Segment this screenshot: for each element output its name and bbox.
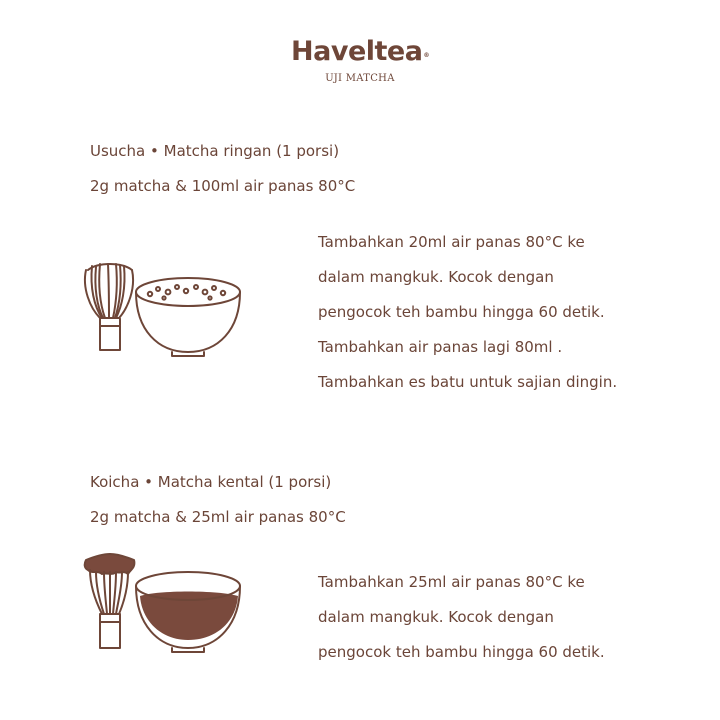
koicha-whisk-bowl-illustration [78, 552, 248, 656]
bowl-icon [136, 572, 240, 652]
usucha-step-line: Tambahkan air panas lagi 80ml . [318, 338, 563, 356]
koicha-step-line: dalam mangkuk. Kocok dengan [318, 608, 554, 626]
brand-subtitle: UJI MATCHA [325, 73, 395, 84]
brand-header [0, 36, 720, 86]
koicha-ingredients: 2g matcha & 25ml air panas 80°C [90, 508, 346, 526]
usucha-step-line: Tambahkan es batu untuk sajian dingin. [318, 373, 618, 391]
brand-logo [0, 36, 720, 72]
usucha-step-line: dalam mangkuk. Kocok dengan [318, 268, 554, 286]
bamboo-whisk-icon [85, 264, 133, 350]
usucha-whisk-bowl-illustration [78, 258, 248, 358]
usucha-step-line: Tambahkan 20ml air panas 80°C ke [318, 233, 585, 251]
usucha-title: Usucha • Matcha ringan (1 porsi) [90, 142, 340, 160]
registered-mark: ® [423, 52, 429, 59]
usucha-step-line: pengocok teh bambu hingga 60 detik. [318, 303, 605, 321]
usucha-steps [318, 231, 617, 406]
brand-name: Haveltea [291, 36, 423, 67]
koicha-step-line: Tambahkan 25ml air panas 80°C ke [318, 573, 585, 591]
usucha-ingredients: 2g matcha & 100ml air panas 80°C [90, 177, 356, 195]
bamboo-whisk-icon [85, 554, 135, 648]
koicha-step-line: pengocok teh bambu hingga 60 detik. [318, 643, 605, 661]
koicha-steps [318, 571, 605, 676]
koicha-title: Koicha • Matcha kental (1 porsi) [90, 473, 332, 491]
bowl-icon [136, 278, 240, 356]
